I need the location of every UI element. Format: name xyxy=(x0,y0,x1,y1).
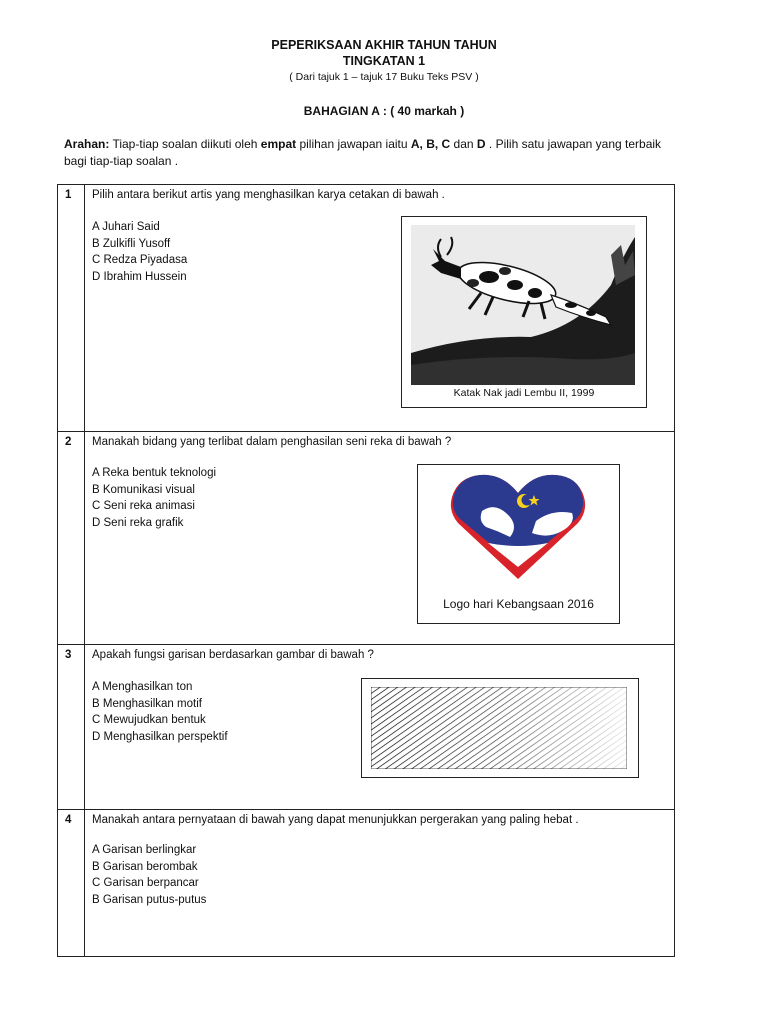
instructions xyxy=(64,136,674,170)
instructions-bold-3: D xyxy=(476,137,486,151)
question-body xyxy=(85,185,675,432)
option-d[interactable]: D Menghasilkan perspektif xyxy=(92,730,228,743)
question-row xyxy=(58,645,675,810)
hatching-figure xyxy=(361,678,639,778)
instructions-text-3: dan xyxy=(450,137,477,151)
exam-title: PEPERIKSAAN AKHIR TAHUN TAHUN xyxy=(271,38,497,52)
options-list xyxy=(92,465,216,531)
question-number: 2 xyxy=(58,432,85,645)
option-d[interactable]: D Seni reka grafik xyxy=(92,516,184,529)
question-text: Manakah bidang yang terlibat dalam penghasilan seni reka di bawah ? xyxy=(92,436,452,448)
logo-figure xyxy=(417,464,620,624)
option-b[interactable]: B Menghasilkan motif xyxy=(92,697,202,710)
option-a[interactable]: A Reka bentuk teknologi xyxy=(92,467,217,479)
question-body xyxy=(85,810,675,957)
option-d[interactable]: B Garisan putus-putus xyxy=(92,893,207,906)
question-number: 1 xyxy=(58,185,85,432)
question-text: Apakah fungsi garisan berdasarkan gambar di bawah ? xyxy=(92,649,374,661)
cow-print-image xyxy=(411,225,635,385)
artwork-figure xyxy=(401,216,647,408)
option-a[interactable]: A Garisan berlingkar xyxy=(92,844,197,856)
question-row xyxy=(58,810,675,957)
instructions-bold-1: empat xyxy=(260,137,297,151)
option-c[interactable]: C Garisan berpancar xyxy=(92,877,199,889)
question-row xyxy=(58,432,675,645)
hatching-image xyxy=(371,687,627,769)
options-list xyxy=(92,842,206,908)
figure-caption: Katak Nak jadi Lembu II, 1999 xyxy=(453,387,595,399)
option-c[interactable]: C Mewujudkan bentuk xyxy=(92,714,206,726)
question-row xyxy=(58,185,675,432)
option-a[interactable]: A Juhari Said xyxy=(92,221,160,233)
question-table xyxy=(57,184,675,957)
topic-scope: ( Dari tajuk 1 – tajuk 17 Buku Teks PSV ) xyxy=(289,71,479,83)
options-list xyxy=(92,679,228,745)
option-c[interactable]: C Seni reka animasi xyxy=(92,500,195,512)
section-heading: BAHAGIAN A : ( 40 markah ) xyxy=(303,104,465,118)
question-body xyxy=(85,645,675,810)
instructions-bold-2: A, B, C xyxy=(410,137,451,151)
option-a[interactable]: A Menghasilkan ton xyxy=(92,681,193,693)
question-number: 4 xyxy=(58,810,85,957)
option-c[interactable]: C Redza Piyadasa xyxy=(92,254,188,266)
options-list xyxy=(92,219,187,285)
question-body xyxy=(85,432,675,645)
question-text: Manakah antara pernyataan di bawah yang dapat menunjukkan pergerakan yang paling hebat . xyxy=(92,814,579,826)
figure-caption: Logo hari Kebangsaan 2016 xyxy=(443,597,594,611)
heart-logo-image xyxy=(448,471,588,587)
form-level: TINGKATAN 1 xyxy=(342,54,426,68)
option-b[interactable]: B Garisan berombak xyxy=(92,860,198,873)
question-text: Pilih antara berikut artis yang menghasilkan karya cetakan di bawah . xyxy=(92,189,445,201)
instructions-text-4: . Pilih satu jawapan yang terbaik bagi tiap-tiap soalan . xyxy=(64,137,662,168)
option-d[interactable]: D Ibrahim Hussein xyxy=(92,270,187,283)
instructions-text-2: pilihan jawapan iaitu xyxy=(296,137,411,151)
question-number: 3 xyxy=(58,645,85,810)
option-b[interactable]: B Komunikasi visual xyxy=(92,483,195,496)
instructions-label: Arahan: xyxy=(64,137,110,151)
instructions-text-1: Tiap-tiap soalan diikuti oleh xyxy=(109,137,261,151)
option-b[interactable]: B Zulkifli Yusoff xyxy=(92,237,171,250)
